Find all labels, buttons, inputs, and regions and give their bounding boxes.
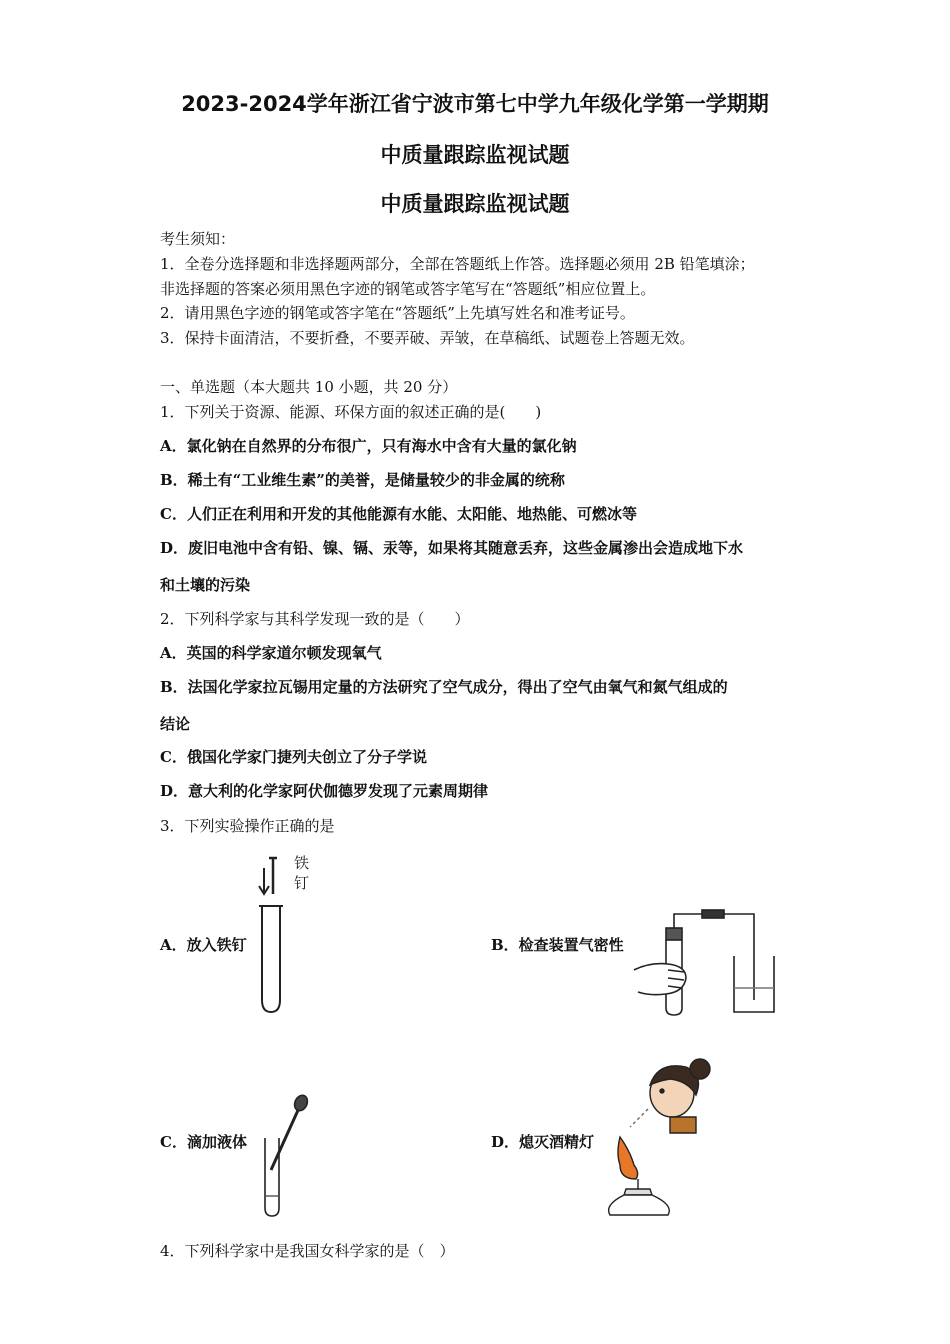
q2-option-b-line-1: B．法国化学家拉瓦锡用定量的方法研究了空气成分，得出了空气由氧气和氮气组成的 [160,678,728,696]
test-tube [265,1138,279,1216]
q1-option-a: A．氯化钠在自然界的分布很广，只有海水中含有大量的氯化钠 [160,437,577,455]
lamp-cap [624,1189,652,1195]
q3-stem: 3．下列实验操作正确的是 [160,817,335,835]
section-heading: 一、单选题（本大题共 10 小题，共 20 分） [160,378,458,396]
notice-item-1a: 1．全卷分选择题和非选择题两部分，全部在答题纸上作答。选择题必须用 2B 铅笔填涂； [160,255,755,273]
girl-collar [670,1117,696,1133]
q2-option-d: D．意大利的化学家阿伏伽德罗发现了元素周期律 [160,782,489,800]
q2-option-a: A．英国的科学家道尔顿发现氧气 [160,644,382,662]
doc-title-line-3: 中质量跟踪监视试题 [380,192,570,216]
blow-out-lamp-figure [600,1055,720,1220]
notice-item-3: 3．保持卡面清洁，不要折叠，不要弄破、弄皱，在草稿纸、试题卷上答题无效。 [160,329,695,347]
dropper-into-tube-figure [255,1090,315,1220]
q3-option-d-label: D．熄灭酒精灯 [491,1133,595,1151]
q1-option-b: B．稀土有“工业维生素”的美誉，是储量较少的非金属的统称 [160,471,565,489]
nail-into-test-tube-figure [245,850,320,1020]
q2-option-b-line-2: 结论 [160,715,191,733]
girl-eye [660,1089,664,1093]
airtightness-check-figure [628,900,788,1025]
delivery-tube [674,914,754,1000]
dropper-bulb [292,1093,310,1113]
rubber-stopper [666,928,682,940]
q1-stem: 1．下列关于资源、能源、环保方面的叙述正确的是( ) [160,403,542,421]
q2-option-c: C．俄国化学家门捷列夫创立了分子学说 [160,748,427,766]
nail-label-2: 钉 [294,874,310,892]
q3-option-c-label: C．滴加液体 [160,1133,247,1151]
lamp-body [609,1195,670,1215]
doc-title-line-1: 2023-2024学年浙江省宁波市第七中学九年级化学第一学期期 [181,92,769,116]
q3-option-b-label: B．检查装置气密性 [491,936,624,954]
girl-hair-bun [690,1059,710,1079]
test-tube-body [262,906,280,1012]
q1-option-c: C．人们正在利用和开发的其他能源有水能、太阳能、地热能、可燃冰等 [160,505,637,523]
notice-heading: 考生须知： [160,230,236,248]
breath-line [630,1109,648,1127]
notice-item-1b: 非选择题的答案必须用黑色字迹的钢笔或答字笔写在“答题纸”相应位置上。 [160,280,656,298]
doc-title-line-2: 中质量跟踪监视试题 [380,143,570,167]
q1-option-d-line-1: D．废旧电池中含有铅、镍、镉、汞等，如果将其随意丢弃，这些金属渗出会造成地下水 [160,539,744,557]
nail-label-1: 铁 [294,854,310,872]
q2-stem: 2．下列科学家与其科学发现一致的是（ ） [160,610,470,628]
flame [618,1137,638,1179]
rubber-connector [702,910,724,918]
q4-stem: 4．下列科学家中是我国女科学家的是（ ） [160,1242,455,1260]
q1-option-d-line-2: 和土壤的污染 [160,576,251,594]
notice-item-2: 2．请用黑色字迹的钢笔或答字笔在“答题纸”上先填写姓名和准考证号。 [160,304,635,322]
q3-option-a-label: A．放入铁钉 [160,936,247,954]
dropper-glass [271,1108,299,1170]
